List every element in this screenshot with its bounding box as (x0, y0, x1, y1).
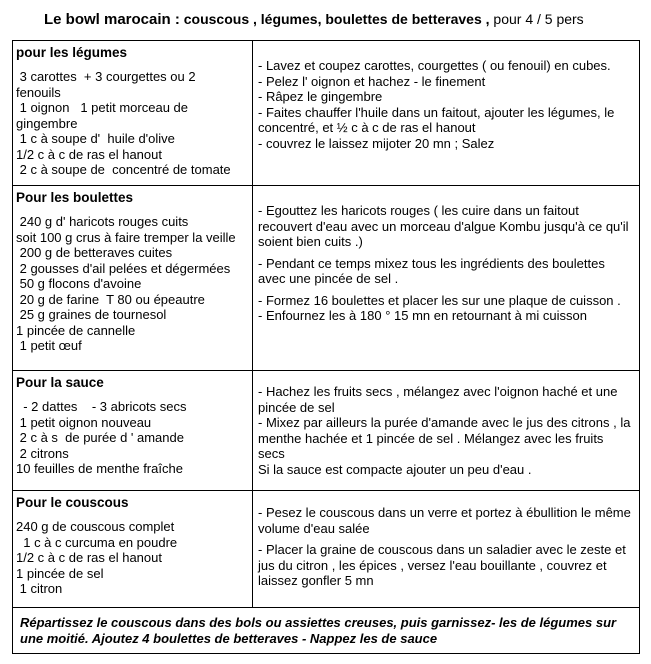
ingredient-line: 1 c à soupe d' huile d'olive (16, 131, 175, 146)
ingredient-line: 1 petit oignon nouveau (16, 414, 152, 430)
ingredient-line: 1/2 c à c de ras el hanout (16, 550, 162, 565)
section-heading: pour les légumes (16, 45, 128, 60)
section-heading: Pour la sauce (16, 375, 104, 390)
steps-cell (253, 41, 639, 185)
ingredient-line: 200 g de betteraves cuites (16, 245, 173, 260)
step-line: - Enfournez les à 180 ° 15 mn en retournant à mi cuisson (258, 308, 587, 323)
step-line: - couvrez le laissez mijoter 20 mn ; Salez (258, 135, 495, 151)
ingredient-line: 1 citron (16, 581, 63, 596)
section-couscous (13, 491, 639, 608)
ingredient-line: 10 feuilles de menthe fraîche (16, 461, 183, 476)
step-line: - Pelez l' oignon et hachez - le finement (258, 73, 486, 89)
ingredient-line: 2 citrons (16, 445, 69, 461)
ingredient-line: 1 c à c curcuma en poudre (16, 534, 178, 550)
ingredient-line: soit 100 g crus à faire tremper la veille (16, 229, 236, 245)
ingredient-line: fenouils (16, 84, 61, 100)
recipe-title (44, 11, 644, 28)
ingredient-line: 240 g de couscous complet (16, 519, 175, 534)
ingredient-line: 2 c à s de purée d ' amande (16, 430, 184, 445)
ingredient-line: 20 g de farine T 80 ou épeautre (16, 291, 205, 307)
step-line: - Pendant ce temps mixez tous les ingrédients des boulettes avec une pincée de sel . (258, 255, 605, 286)
step-line: - Mixez par ailleurs la purée d'amande avec le jus des citrons , la menthe hachée et 1 pincée de sel . Mélangez avec les fruits secs (258, 415, 631, 461)
ingredient-line: - 2 dattes - 3 abricots secs (16, 399, 187, 414)
step-line: - Râpez le gingembre (258, 89, 383, 104)
step-line: Si la sauce est compacte ajouter un peu d'eau . (258, 461, 532, 477)
ingredients-cell (13, 41, 253, 185)
steps-cell (253, 491, 639, 607)
section-legumes (13, 41, 639, 186)
ingredient-line: 1 pincée de cannelle (16, 322, 136, 338)
title-main: Le bowl marocain : (44, 11, 180, 28)
step-line: - Formez 16 boulettes et placer les sur une plaque de cuisson . (258, 292, 621, 308)
step-line: - Hachez les fruits secs , mélangez avec l'oignon haché et une pincée de sel (258, 384, 618, 415)
section-boulettes (13, 186, 639, 371)
section-sauce (13, 371, 639, 491)
steps-cell (253, 186, 639, 370)
section-heading: Pour le couscous (16, 495, 129, 510)
ingredient-line: gingembre (16, 115, 78, 131)
ingredient-line: 3 carottes + 3 courgettes ou 2 (16, 69, 196, 84)
ingredient-line: 1/2 c à c de ras el hanout (16, 146, 162, 162)
ingredient-line: 2 c à soupe de concentré de tomate (16, 162, 231, 177)
serving-instructions: Répartissez le couscous dans des bols ou assiettes creuses, puis garnissez- les de légumes sur une moitié. Ajoutez 4 boulettes de betteraves - Nappez les de sauce (20, 615, 617, 646)
title-subtitle: couscous , légumes, boulettes de betteraves , (179, 11, 490, 27)
ingredient-line: 25 g graines de tournesol (16, 307, 167, 322)
step-line: - Egouttez les haricots rouges ( les cuire dans un faitout recouvert d'eau avec un morceau d'algue Kombu jusqu'à ce qu'il soient bien cuits .) (258, 203, 629, 249)
ingredient-line: 1 oignon 1 petit morceau de (16, 100, 189, 115)
ingredient-line: 1 petit œuf (16, 338, 82, 353)
ingredient-line: 240 g d' haricots rouges cuits (16, 214, 189, 229)
steps-cell (253, 371, 639, 490)
step-line: - Lavez et coupez carottes, courgettes ( ou fenouil) en cubes. (258, 58, 611, 73)
ingredients-cell (13, 371, 253, 490)
step-line: - Faites chauffer l'huile dans un faitout, ajouter les légumes, le concentré, et ½ c à c de ras el hanout (258, 104, 615, 135)
step-line: - Pesez le couscous dans un verre et portez à ébullition le même volume d'eau salée (258, 505, 631, 536)
ingredients-cell (13, 491, 253, 607)
ingredients-cell (13, 186, 253, 370)
section-heading: Pour les boulettes (16, 190, 134, 205)
title-servings: pour 4 / 5 pers (489, 11, 584, 27)
ingredient-line: 2 gousses d'ail pelées et dégermées (16, 260, 231, 276)
ingredient-line: 50 g flocons d'avoine (16, 276, 142, 291)
step-line: - Placer la graine de couscous dans un saladier avec le zeste et jus du citron , les épices , versez l'eau bouillante , couvrez et laissez gonfler 5 mn (258, 542, 626, 588)
ingredient-line: 1 pincée de sel (16, 565, 104, 581)
recipe-table (12, 40, 640, 654)
